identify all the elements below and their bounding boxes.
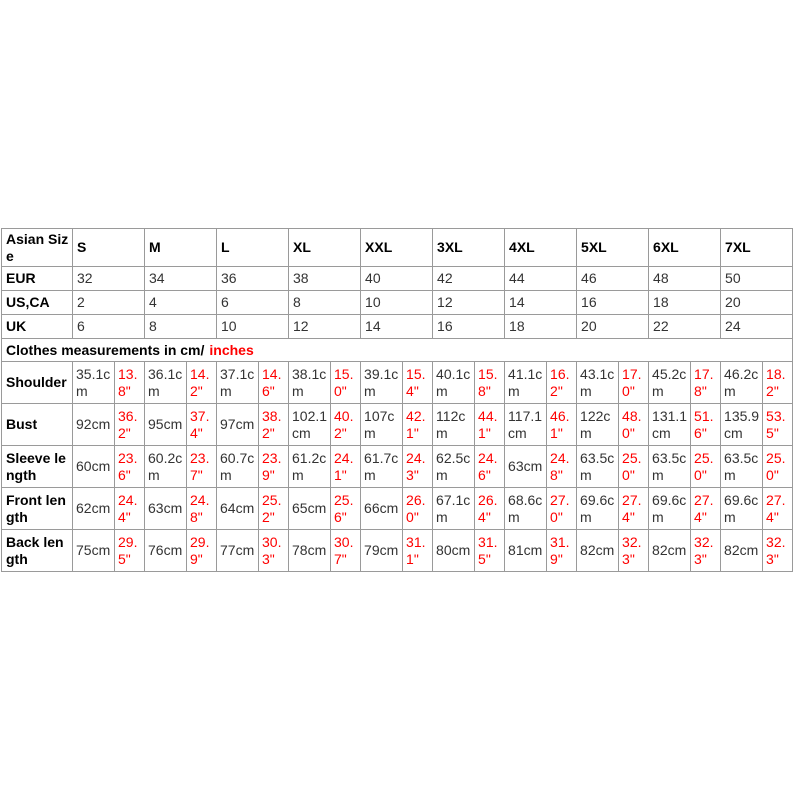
sleeve-cm: 60.2cm xyxy=(145,446,187,488)
uk-value: 22 xyxy=(649,315,721,339)
usca-value: 10 xyxy=(361,291,433,315)
sleeve-in: 24.6" xyxy=(475,446,505,488)
back-cm: 82cm xyxy=(577,530,619,572)
back-cm: 82cm xyxy=(649,530,691,572)
sleeve-cm: 63.5cm xyxy=(577,446,619,488)
uk-value: 6 xyxy=(73,315,145,339)
front-in: 27.4" xyxy=(763,488,793,530)
shoulder-cm: 41.1cm xyxy=(505,362,547,404)
row-header-sleeve-length: Sleeve length xyxy=(2,446,73,488)
eur-conversion-row xyxy=(2,267,793,291)
shoulder-in: 13.8" xyxy=(115,362,145,404)
shoulder-cm: 39.1cm xyxy=(361,362,403,404)
usca-value: 8 xyxy=(289,291,361,315)
front-cm: 66cm xyxy=(361,488,403,530)
size-col-header-m: M xyxy=(145,228,217,266)
sleeve-in: 25.0" xyxy=(691,446,721,488)
usca-value: 6 xyxy=(217,291,289,315)
size-col-header-xxl: XXL xyxy=(361,228,433,266)
uk-value: 24 xyxy=(721,315,793,339)
shoulder-in: 15.4" xyxy=(403,362,433,404)
usca-value: 20 xyxy=(721,291,793,315)
uk-value: 18 xyxy=(505,315,577,339)
front-in: 25.2" xyxy=(259,488,289,530)
back-in: 29.9" xyxy=(187,530,217,572)
shoulder-cm: 43.1cm xyxy=(577,362,619,404)
row-header-back-length: Back length xyxy=(2,530,73,572)
back-cm: 79cm xyxy=(361,530,403,572)
bust-in: 48.0" xyxy=(619,404,649,446)
front-cm: 69.6cm xyxy=(577,488,619,530)
bust-cm: 135.9cm xyxy=(721,404,763,446)
sleeve-cm: 63.5cm xyxy=(721,446,763,488)
bust-cm: 112cm xyxy=(433,404,475,446)
eur-value: 38 xyxy=(289,267,361,291)
front-cm: 69.6cm xyxy=(649,488,691,530)
front-cm: 68.6cm xyxy=(505,488,547,530)
row-header-eur: EUR xyxy=(2,267,73,291)
back-length-row xyxy=(2,530,793,572)
bust-in: 40.2" xyxy=(331,404,361,446)
back-cm: 75cm xyxy=(73,530,115,572)
uk-value: 8 xyxy=(145,315,217,339)
back-in: 31.5" xyxy=(475,530,505,572)
uk-value: 16 xyxy=(433,315,505,339)
eur-value: 34 xyxy=(145,267,217,291)
uk-value: 20 xyxy=(577,315,649,339)
sleeve-cm: 62.5cm xyxy=(433,446,475,488)
sleeve-in: 24.8" xyxy=(547,446,577,488)
front-in: 27.4" xyxy=(691,488,721,530)
eur-value: 36 xyxy=(217,267,289,291)
sleeve-cm: 60.7cm xyxy=(217,446,259,488)
usca-conversion-row xyxy=(2,291,793,315)
eur-value: 44 xyxy=(505,267,577,291)
row-header-usca: US,CA xyxy=(2,291,73,315)
bust-cm: 117.1cm xyxy=(505,404,547,446)
shoulder-in: 16.2" xyxy=(547,362,577,404)
size-col-header-3xl: 3XL xyxy=(433,228,505,266)
sleeve-cm: 63.5cm xyxy=(649,446,691,488)
back-in: 30.7" xyxy=(331,530,361,572)
sleeve-in: 24.1" xyxy=(331,446,361,488)
bust-in: 44.1" xyxy=(475,404,505,446)
size-col-header-4xl: 4XL xyxy=(505,228,577,266)
shoulder-in: 14.2" xyxy=(187,362,217,404)
row-header-front-length: Front length xyxy=(2,488,73,530)
usca-value: 4 xyxy=(145,291,217,315)
back-in: 32.3" xyxy=(763,530,793,572)
shoulder-row xyxy=(2,362,793,404)
uk-value: 10 xyxy=(217,315,289,339)
usca-value: 12 xyxy=(433,291,505,315)
front-in: 26.4" xyxy=(475,488,505,530)
eur-value: 42 xyxy=(433,267,505,291)
back-in: 29.5" xyxy=(115,530,145,572)
sleeve-cm: 60cm xyxy=(73,446,115,488)
eur-value: 50 xyxy=(721,267,793,291)
size-col-header-l: L xyxy=(217,228,289,266)
bust-cm: 107cm xyxy=(361,404,403,446)
back-cm: 80cm xyxy=(433,530,475,572)
shoulder-cm: 36.1cm xyxy=(145,362,187,404)
bust-in: 36.2" xyxy=(115,404,145,446)
usca-value: 2 xyxy=(73,291,145,315)
bust-in: 37.4" xyxy=(187,404,217,446)
size-col-header-7xl: 7XL xyxy=(721,228,793,266)
eur-value: 48 xyxy=(649,267,721,291)
shoulder-cm: 38.1cm xyxy=(289,362,331,404)
row-header-bust: Bust xyxy=(2,404,73,446)
back-cm: 76cm xyxy=(145,530,187,572)
sleeve-cm: 61.2cm xyxy=(289,446,331,488)
bust-cm: 102.1cm xyxy=(289,404,331,446)
size-col-header-s: S xyxy=(73,228,145,266)
measurements-note-row xyxy=(2,339,793,362)
size-col-header-6xl: 6XL xyxy=(649,228,721,266)
sleeve-cm: 61.7cm xyxy=(361,446,403,488)
note-text-inches: inches xyxy=(209,341,254,358)
bust-cm: 95cm xyxy=(145,404,187,446)
sleeve-in: 25.0" xyxy=(619,446,649,488)
shoulder-in: 17.0" xyxy=(619,362,649,404)
shoulder-in: 14.6" xyxy=(259,362,289,404)
shoulder-in: 17.8" xyxy=(691,362,721,404)
row-header-shoulder: Shoulder xyxy=(2,362,73,404)
front-in: 27.4" xyxy=(619,488,649,530)
shoulder-cm: 37.1cm xyxy=(217,362,259,404)
row-header-uk: UK xyxy=(2,315,73,339)
usca-value: 16 xyxy=(577,291,649,315)
bust-in: 46.1" xyxy=(547,404,577,446)
front-cm: 67.1cm xyxy=(433,488,475,530)
back-in: 31.9" xyxy=(547,530,577,572)
size-chart-table xyxy=(1,228,793,572)
uk-conversion-row xyxy=(2,315,793,339)
shoulder-cm: 46.2cm xyxy=(721,362,763,404)
back-cm: 77cm xyxy=(217,530,259,572)
bust-in: 38.2" xyxy=(259,404,289,446)
corner-header: Asian Size xyxy=(2,228,73,266)
sleeve-in: 23.9" xyxy=(259,446,289,488)
back-in: 30.3" xyxy=(259,530,289,572)
sleeve-in: 23.7" xyxy=(187,446,217,488)
back-in: 32.3" xyxy=(619,530,649,572)
front-cm: 62cm xyxy=(73,488,115,530)
usca-value: 14 xyxy=(505,291,577,315)
shoulder-in: 18.2" xyxy=(763,362,793,404)
shoulder-cm: 40.1cm xyxy=(433,362,475,404)
back-in: 31.1" xyxy=(403,530,433,572)
shoulder-cm: 35.1cm xyxy=(73,362,115,404)
front-length-row xyxy=(2,488,793,530)
front-cm: 64cm xyxy=(217,488,259,530)
size-col-header-xl: XL xyxy=(289,228,361,266)
sleeve-in: 25.0" xyxy=(763,446,793,488)
usca-value: 18 xyxy=(649,291,721,315)
bust-cm: 97cm xyxy=(217,404,259,446)
size-header-row xyxy=(2,228,793,266)
front-in: 25.6" xyxy=(331,488,361,530)
eur-value: 40 xyxy=(361,267,433,291)
back-in: 32.3" xyxy=(691,530,721,572)
sleeve-in: 23.6" xyxy=(115,446,145,488)
back-cm: 78cm xyxy=(289,530,331,572)
bust-in: 53.5" xyxy=(763,404,793,446)
back-cm: 81cm xyxy=(505,530,547,572)
bust-row xyxy=(2,404,793,446)
measurements-note xyxy=(2,339,793,362)
shoulder-cm: 45.2cm xyxy=(649,362,691,404)
uk-value: 14 xyxy=(361,315,433,339)
bust-in: 42.1" xyxy=(403,404,433,446)
note-text-cm: Clothes measurements in cm/ xyxy=(6,341,205,358)
front-cm: 69.6cm xyxy=(721,488,763,530)
front-in: 26.0" xyxy=(403,488,433,530)
sleeve-in: 24.3" xyxy=(403,446,433,488)
shoulder-in: 15.0" xyxy=(331,362,361,404)
uk-value: 12 xyxy=(289,315,361,339)
front-in: 27.0" xyxy=(547,488,577,530)
bust-cm: 92cm xyxy=(73,404,115,446)
bust-in: 51.6" xyxy=(691,404,721,446)
front-cm: 63cm xyxy=(145,488,187,530)
back-cm: 82cm xyxy=(721,530,763,572)
sleeve-length-row xyxy=(2,446,793,488)
eur-value: 32 xyxy=(73,267,145,291)
shoulder-in: 15.8" xyxy=(475,362,505,404)
front-in: 24.8" xyxy=(187,488,217,530)
size-col-header-5xl: 5XL xyxy=(577,228,649,266)
sleeve-cm: 63cm xyxy=(505,446,547,488)
bust-cm: 131.1cm xyxy=(649,404,691,446)
bust-cm: 122cm xyxy=(577,404,619,446)
front-in: 24.4" xyxy=(115,488,145,530)
front-cm: 65cm xyxy=(289,488,331,530)
eur-value: 46 xyxy=(577,267,649,291)
